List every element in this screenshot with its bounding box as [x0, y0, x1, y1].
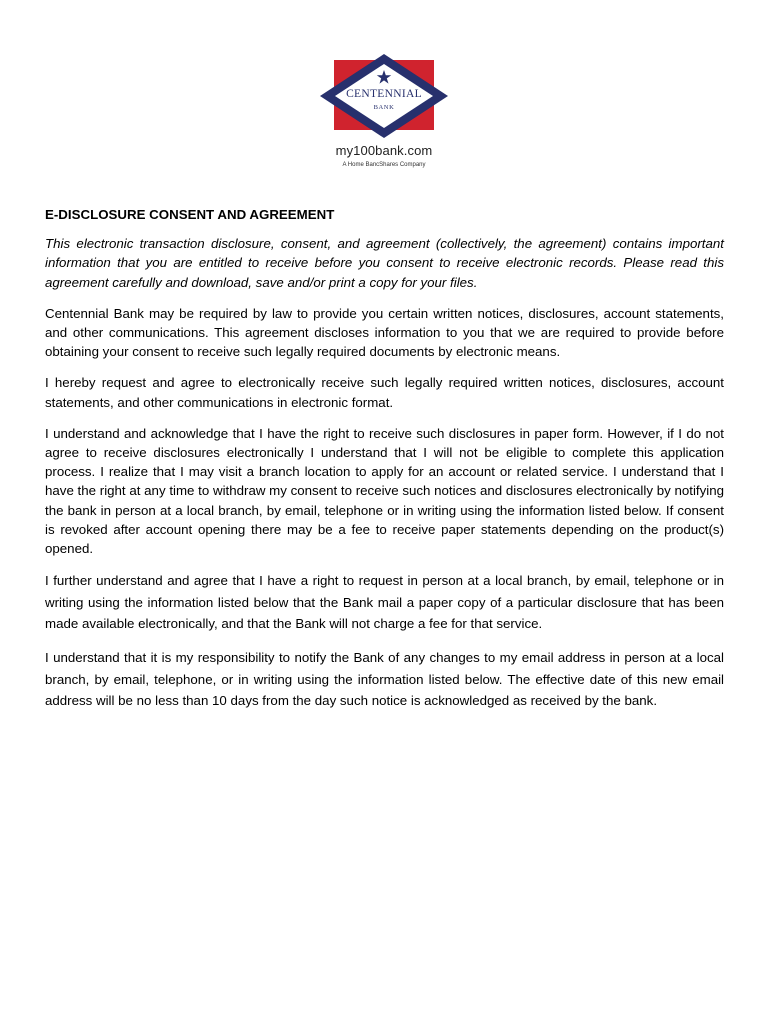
logo-brand-name: CENTENNIAL — [346, 88, 422, 100]
bank-tagline: A Home BancShares Company — [342, 162, 426, 168]
consent-request-paragraph: I hereby request and agree to electronically receive such legally required written notices, disclosures, account statements, and other communications in electronic format. — [45, 375, 724, 410]
document-heading: E-DISCLOSURE CONSENT AND AGREEMENT — [45, 207, 335, 222]
email-change-paragraph: I understand that it is my responsibility to notify the Bank of any changes to my email address in person at a local branch, by email, telephone, or in writing using the information listed below. The effective date of this new email address will be no less than 10 days from the day such notice is acknowledged as received by the bank. — [45, 649, 724, 709]
centennial-bank-logo — [318, 52, 450, 140]
bank-logo-block — [0, 48, 768, 178]
legal-requirement-paragraph: Centennial Bank may be required by law to provide you certain written notices, disclosures, account statements, and other communications. This agreement discloses information to you that we are required to provide before obtaining your consent to receive such legally required documents by electronic means. — [45, 305, 724, 360]
agreement-body — [45, 205, 724, 724]
paper-copy-paragraph: I further understand and agree that I have a right to request in person at a local branch, by email, telephone or in writing using the information listed below that the Bank mail a paper copy of a particular disclosure that has been made available electronically, and that the Bank will not charge a fee for that service. — [45, 573, 724, 632]
bank-website-url: my100bank.com — [335, 143, 433, 158]
logo-brand-sub: BANK — [373, 104, 395, 111]
paper-rights-paragraph: I understand and acknowledge that I have the right to receive such disclosures in paper form. However, if I do not agree to receive disclosures electronically I understand that I will not be eligible to complete this application process. I realize that I may visit a branch location to apply for an account or related service. I understand that I have the right at any time to withdraw my consent to receive such notices and disclosures electronically by notifying the bank in person at a local branch, by email, telephone or in writing using the information listed below. If consent is revoked after account opening there may be a fee to receive paper statements depending on the product(s) opened. — [45, 425, 724, 557]
intro-paragraph: This electronic transaction disclosure, consent, and agreement (collectively, the agreement) contains important information that you are entitled to receive before you consent to receive electronic records. Please read this agreement carefully and download, save and/or print a copy for your files. — [45, 236, 724, 290]
